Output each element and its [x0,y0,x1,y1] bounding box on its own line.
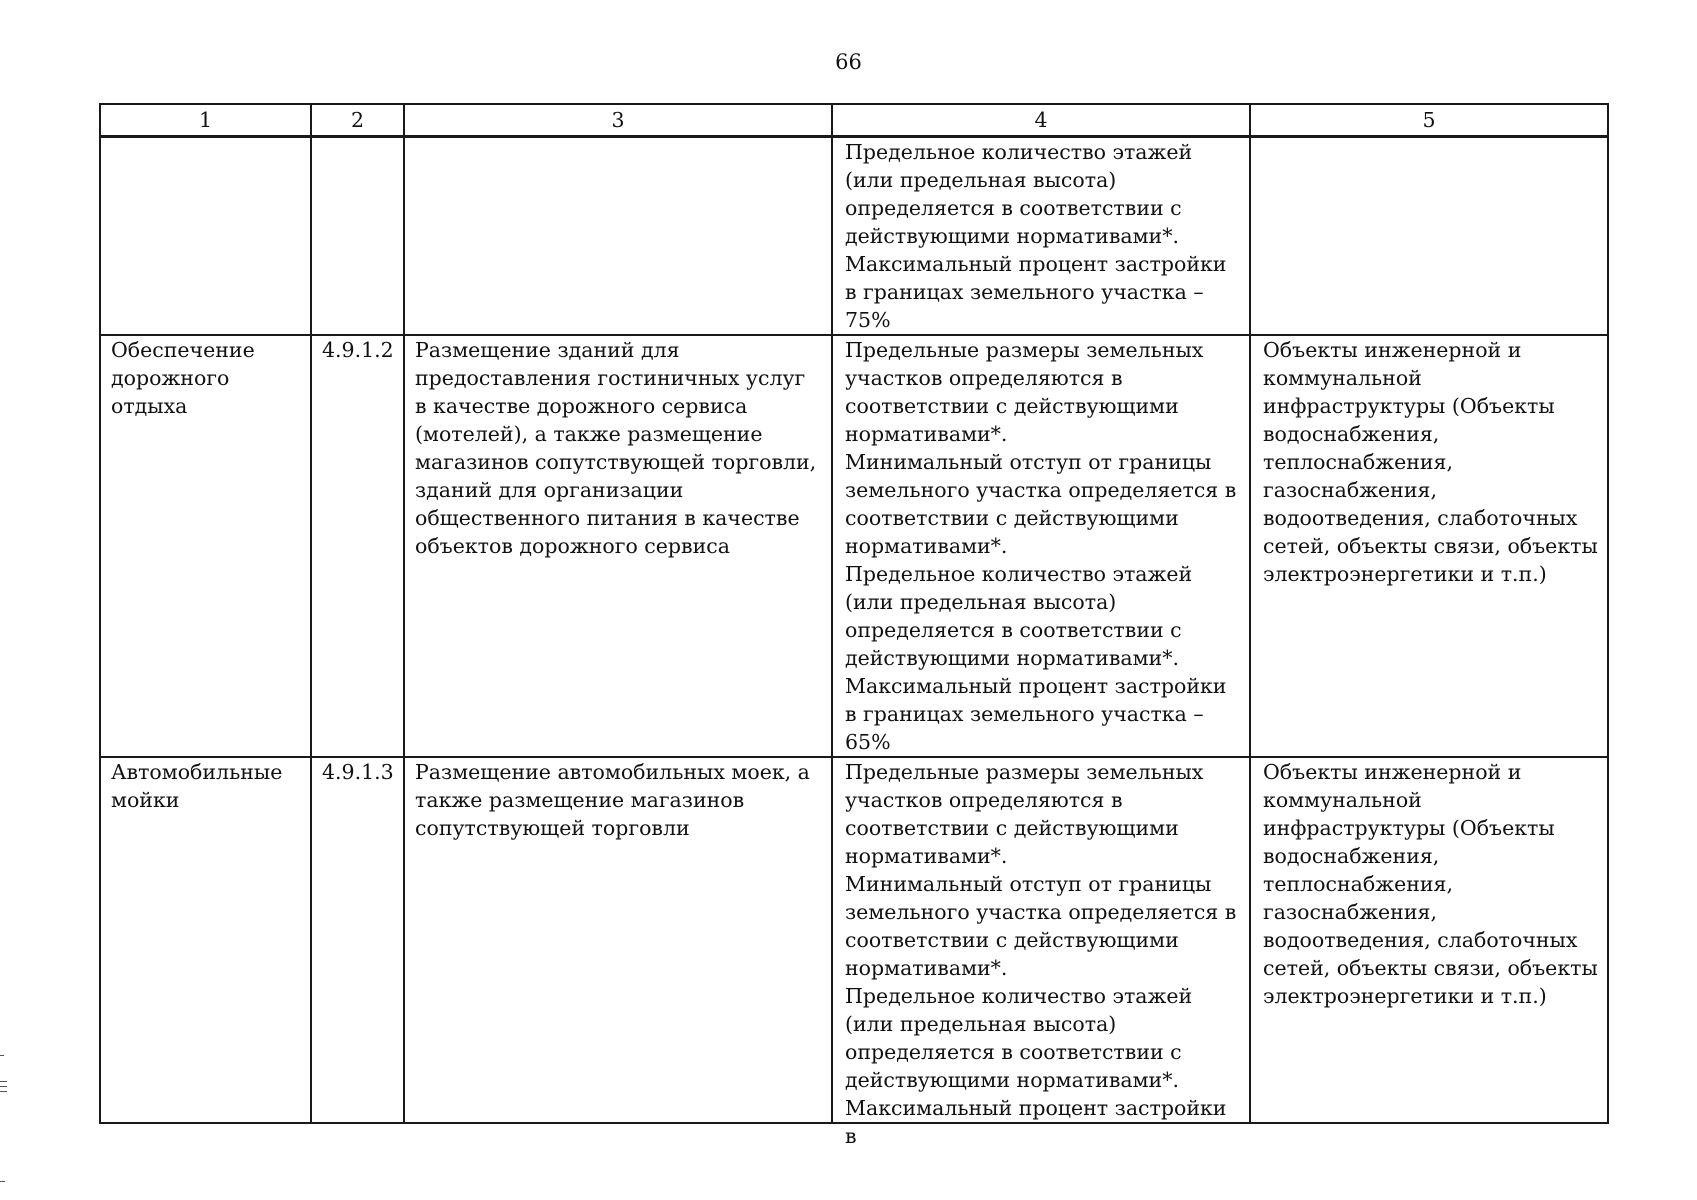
cell-code: 4.9.1.3 [311,757,404,1123]
table-row [100,757,1608,1123]
cell-name [100,137,311,336]
cell-description: Размещение автомобильных моек, а также размещение магазинов сопутствующей торговли [404,757,832,1123]
scan-margin-marks [0,1055,8,1185]
cell-description [404,137,832,336]
table-row [100,335,1608,757]
parameter-floors: Предельное количество этажей (или предельная высота) определяется в соответствии с действующими нормативами*. [845,140,1193,248]
cell-auxiliary: Объекты инженерной и коммунальной инфраструктуры (Объекты водоснабжения, теплоснабжения, газоснабжения, водоотведения, слаботочных сетей, объекты связи, объекты электроэнергетики и т.п.) [1250,757,1608,1123]
column-header-2: 2 [311,104,404,137]
column-header-3: 3 [404,104,832,137]
cell-parameters [832,335,1250,757]
parameter-setback: Минимальный отступ от границы земельного участка определяется в соответствии с действующими нормативами*. [845,872,1237,980]
cell-description: Размещение зданий для предоставления гостиничных услуг в качестве дорожного сервиса (мотелей), а также размещение магазинов сопутствующей торговли, зданий для организации общественного питания в качестве объектов дорожного сервиса [404,335,832,757]
table-row-continuation [100,137,1608,336]
cell-code [311,137,404,336]
page-number: 66 [835,50,862,74]
cell-parameters [832,137,1250,336]
column-header-4: 4 [832,104,1250,137]
cell-name: Обеспечение дорожного отдыха [100,335,311,757]
cell-code: 4.9.1.2 [311,335,404,757]
parameter-setback: Минимальный отступ от границы земельного участка определяется в соответствии с действующими нормативами*. [845,450,1237,558]
parameter-coverage: Максимальный процент застройки в [845,1096,1227,1148]
land-use-table [99,103,1609,1148]
cell-parameters [832,757,1250,1148]
parameter-coverage: Максимальный процент застройки в границах земельного участка – 75% [845,252,1227,332]
parameter-coverage: Максимальный процент застройки в границах земельного участка – 65% [845,674,1227,754]
parameter-plot-size: Предельные размеры земельных участков определяются в соответствии с действующими нормативами*. [845,338,1204,446]
table-header-row [100,104,1608,137]
margin-tick [0,1081,7,1082]
parameter-floors: Предельное количество этажей (или предельная высота) определяется в соответствии с действующими нормативами*. [845,984,1193,1092]
cell-auxiliary [1250,137,1608,336]
parameter-floors: Предельное количество этажей (или предельная высота) определяется в соответствии с действующими нормативами*. [845,562,1193,670]
cell-auxiliary: Объекты инженерной и коммунальной инфраструктуры (Объекты водоснабжения, теплоснабжения, газоснабжения, водоотведения, слаботочных сетей, объекты связи, объекты электроэнергетики и т.п.) [1250,335,1608,757]
margin-tick [0,1181,5,1182]
margin-tick [0,1086,7,1087]
parameter-plot-size: Предельные размеры земельных участков определяются в соответствии с действующими нормативами*. [845,760,1204,868]
column-header-5: 5 [1250,104,1608,137]
margin-tick [0,1055,4,1056]
column-header-1: 1 [100,104,311,137]
margin-tick [0,1091,7,1092]
cell-name: Автомобильные мойки [100,757,311,1123]
